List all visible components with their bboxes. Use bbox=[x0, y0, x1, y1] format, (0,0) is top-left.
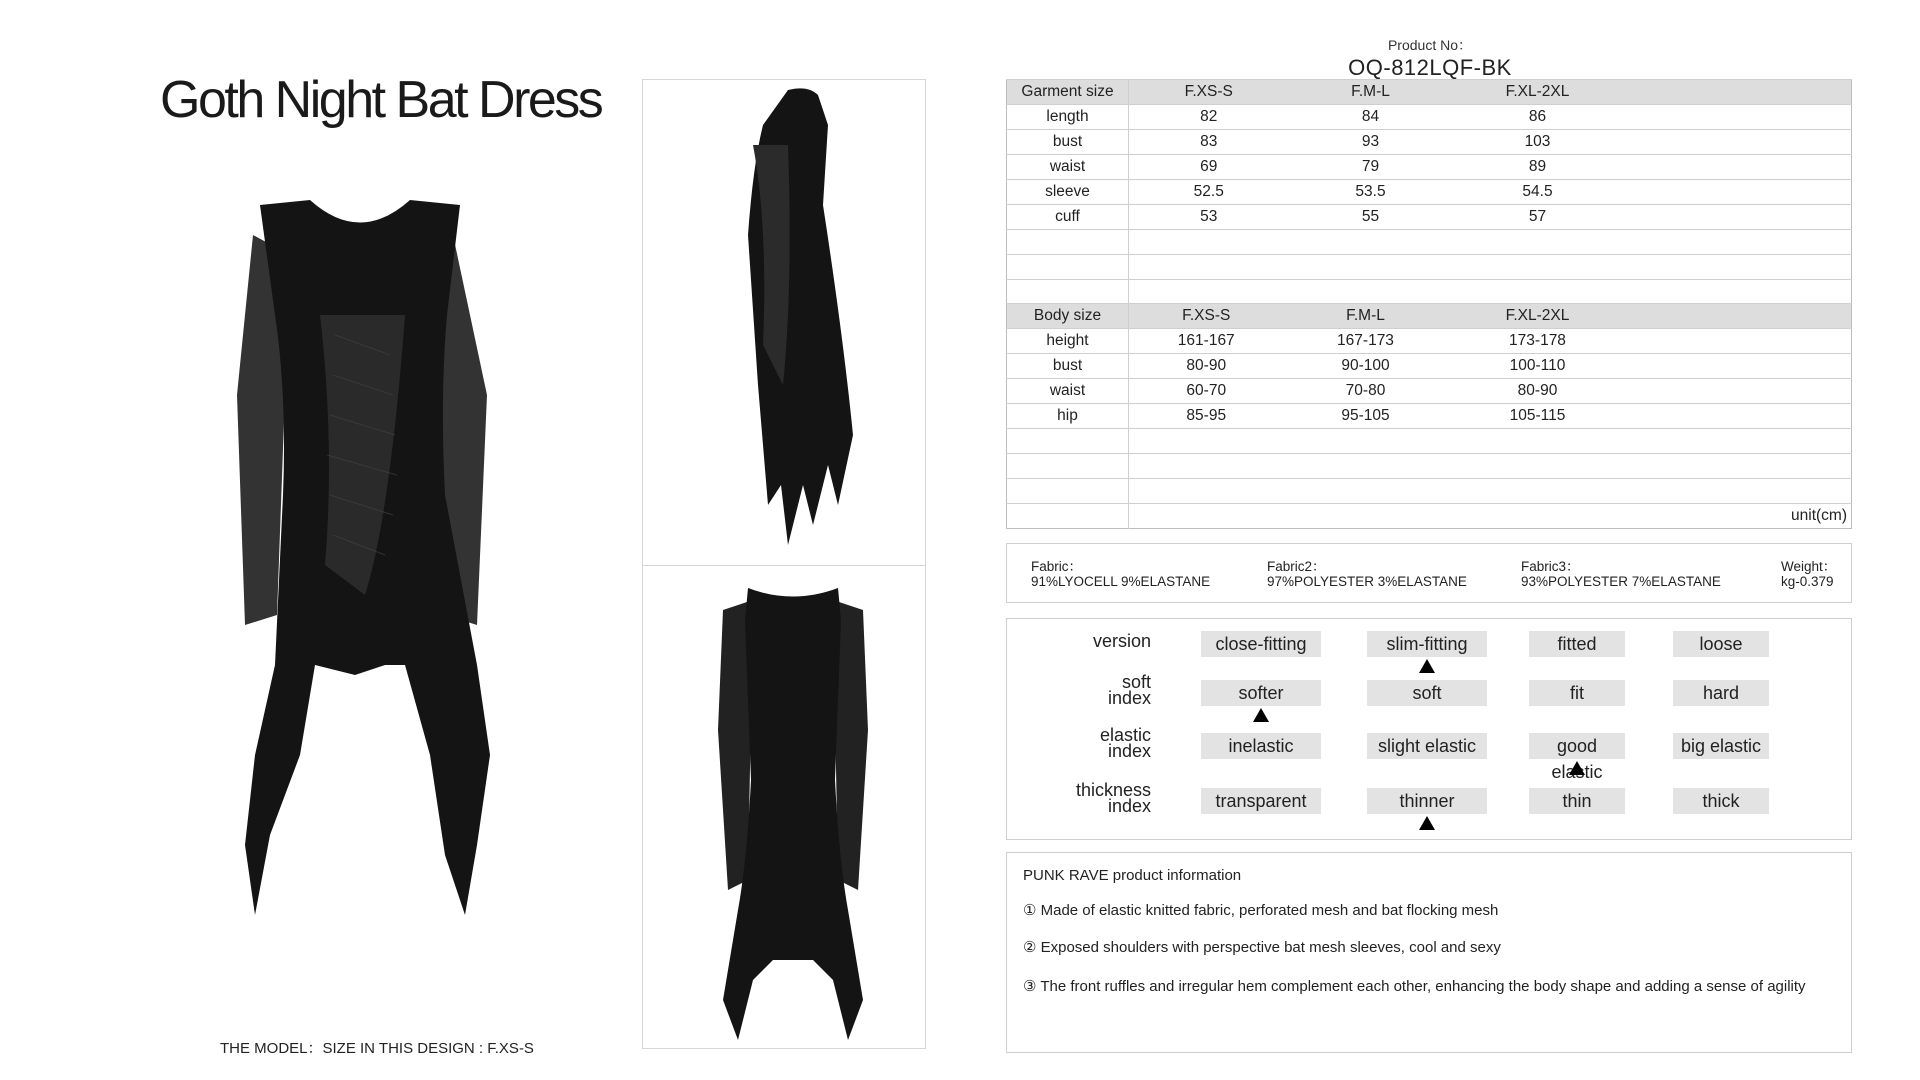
table-row: height 161-167 167-173 173-178 bbox=[1007, 329, 1852, 354]
table-row: waist 60-70 70-80 80-90 bbox=[1007, 379, 1852, 404]
frame-divider bbox=[643, 565, 925, 566]
fit-option: big elastic bbox=[1673, 733, 1769, 759]
product-info-box bbox=[1006, 852, 1852, 1053]
unit-label: unit(cm) bbox=[1129, 504, 1852, 529]
table-row bbox=[1007, 230, 1852, 255]
table-row bbox=[1007, 429, 1852, 454]
weight: Weight： kg-0.379 bbox=[1781, 559, 1837, 589]
fit-option: slim-fitting bbox=[1367, 631, 1487, 657]
fabric-2: Fabric2： 97%POLYESTER 3%ELASTANE bbox=[1267, 559, 1467, 589]
fit-option: transparent bbox=[1201, 788, 1321, 814]
side-and-back-view-frame bbox=[642, 79, 926, 1049]
table-header-cell: F.M-L bbox=[1284, 304, 1448, 329]
fit-label-elastic: elastic index bbox=[1099, 725, 1151, 761]
fit-option: loose bbox=[1673, 631, 1769, 657]
fit-option: fit bbox=[1529, 680, 1625, 706]
selected-marker-icon bbox=[1569, 761, 1585, 775]
fit-option: slight elastic bbox=[1367, 733, 1487, 759]
table-row bbox=[1007, 280, 1852, 305]
table-row bbox=[1007, 504, 1852, 529]
list-item: ① Made of elastic knitted fabric, perforated mesh and bat flocking mesh bbox=[1023, 902, 1499, 919]
fit-option: softer bbox=[1201, 680, 1321, 706]
product-number-label: Product No： bbox=[1387, 37, 1473, 53]
table-row: length 82 84 86 bbox=[1007, 105, 1852, 130]
product-number-value: OQ-812LQF-BK bbox=[1348, 55, 1512, 80]
fabric-info-box bbox=[1006, 543, 1852, 603]
dress-front-photo bbox=[215, 195, 505, 975]
table-row bbox=[1007, 255, 1852, 280]
table-header-row bbox=[1007, 80, 1852, 105]
fabric-3: Fabric3： 93%POLYESTER 7%ELASTANE bbox=[1521, 559, 1721, 589]
fit-option: inelastic bbox=[1201, 733, 1321, 759]
table-header-cell: F.XS-S bbox=[1129, 80, 1289, 105]
selected-marker-icon bbox=[1419, 816, 1435, 830]
fit-label-thickness: thickness index bbox=[1075, 780, 1151, 816]
table-row: bust 80-90 90-100 100-110 bbox=[1007, 354, 1852, 379]
table-header-cell: Body size bbox=[1007, 304, 1129, 329]
fit-label-soft: soft index bbox=[1107, 672, 1151, 708]
table-header-cell: F.XL-2XL bbox=[1453, 80, 1623, 105]
model-size-note: THE MODEL：SIZE IN THIS DESIGN : F.XS-S bbox=[220, 1040, 534, 1057]
product-number-block bbox=[1340, 35, 1520, 81]
fit-option: hard bbox=[1673, 680, 1769, 706]
list-item: ③ The front ruffles and irregular hem complement each other, enhancing the body shape and adding a sense of agility bbox=[1023, 978, 1806, 995]
selected-marker-icon bbox=[1419, 659, 1435, 673]
dress-back-photo bbox=[713, 580, 873, 1045]
fit-label-version: version bbox=[1092, 631, 1151, 651]
table-header-cell: F.XS-S bbox=[1129, 304, 1284, 329]
table-row: sleeve 52.5 53.5 54.5 bbox=[1007, 180, 1852, 205]
table-row bbox=[1007, 454, 1852, 479]
table-row: hip 85-95 95-105 105-115 bbox=[1007, 404, 1852, 429]
table-header-cell: F.M-L bbox=[1289, 80, 1453, 105]
fit-option: thin bbox=[1529, 788, 1625, 814]
table-header-cell: F.XL-2XL bbox=[1448, 304, 1628, 329]
table-header-row bbox=[1007, 304, 1852, 329]
body-size-table bbox=[1006, 303, 1852, 529]
list-item: ② Exposed shoulders with perspective bat mesh sleeves, cool and sexy bbox=[1023, 939, 1501, 956]
product-info-title: PUNK RAVE product information bbox=[1023, 867, 1242, 884]
fit-option: thinner bbox=[1367, 788, 1487, 814]
table-row bbox=[1007, 479, 1852, 504]
table-row: cuff 53 55 57 bbox=[1007, 205, 1852, 230]
fit-option: fitted bbox=[1529, 631, 1625, 657]
garment-size-table bbox=[1006, 79, 1852, 305]
table-header-cell: Garment size bbox=[1007, 80, 1129, 105]
fit-option: thick bbox=[1673, 788, 1769, 814]
selected-marker-icon bbox=[1253, 708, 1269, 722]
table-row: bust 83 93 103 bbox=[1007, 130, 1852, 155]
fabric-1: Fabric： 91%LYOCELL 9%ELASTANE bbox=[1031, 559, 1211, 589]
fit-option: good elastic bbox=[1529, 733, 1625, 759]
table-row: waist 69 79 89 bbox=[1007, 155, 1852, 180]
fit-option: close-fitting bbox=[1201, 631, 1321, 657]
fit-index-box bbox=[1006, 618, 1852, 840]
dress-side-photo bbox=[733, 85, 863, 555]
page-title: Goth Night Bat Dress bbox=[160, 71, 602, 129]
fit-option: soft bbox=[1367, 680, 1487, 706]
